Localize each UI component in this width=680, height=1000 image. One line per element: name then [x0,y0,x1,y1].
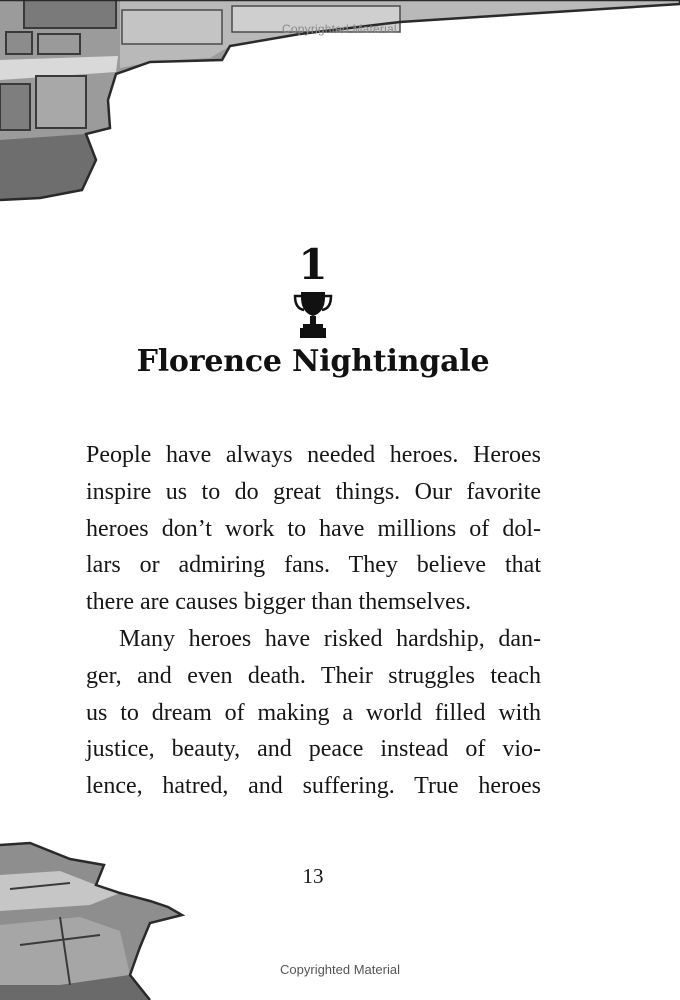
copyright-watermark-bottom: Copyrighted Material [280,962,400,977]
copyright-watermark-top: Copyrighted Material [282,22,397,36]
text-line: ger, and even death. Their struggles teach [86,662,541,689]
chapter-body-text [86,437,541,805]
text-line: inspire us to do great things. Our favorite [86,478,541,505]
text-line: Many heroes have risked hardship, dan- [119,625,541,652]
text-line: heroes don’t work to have millions of dol- [86,515,541,542]
text-line: us to dream of making a world filled with [86,699,541,726]
chapter-number: 1 [298,240,328,289]
trophy-icon [292,290,334,340]
chapter-title: Florence Nightingale [136,344,490,379]
page-number: 13 [302,864,324,888]
text-line: there are causes bigger than themselves. [86,589,472,616]
text-line: lence, hatred, and suffering. True heroes [86,773,541,800]
text-line: People have always needed heroes. Heroes [86,442,541,468]
text-line: justice, beauty, and peace instead of vio- [86,736,541,763]
text-line: lars or admiring fans. They believe that [86,552,541,579]
